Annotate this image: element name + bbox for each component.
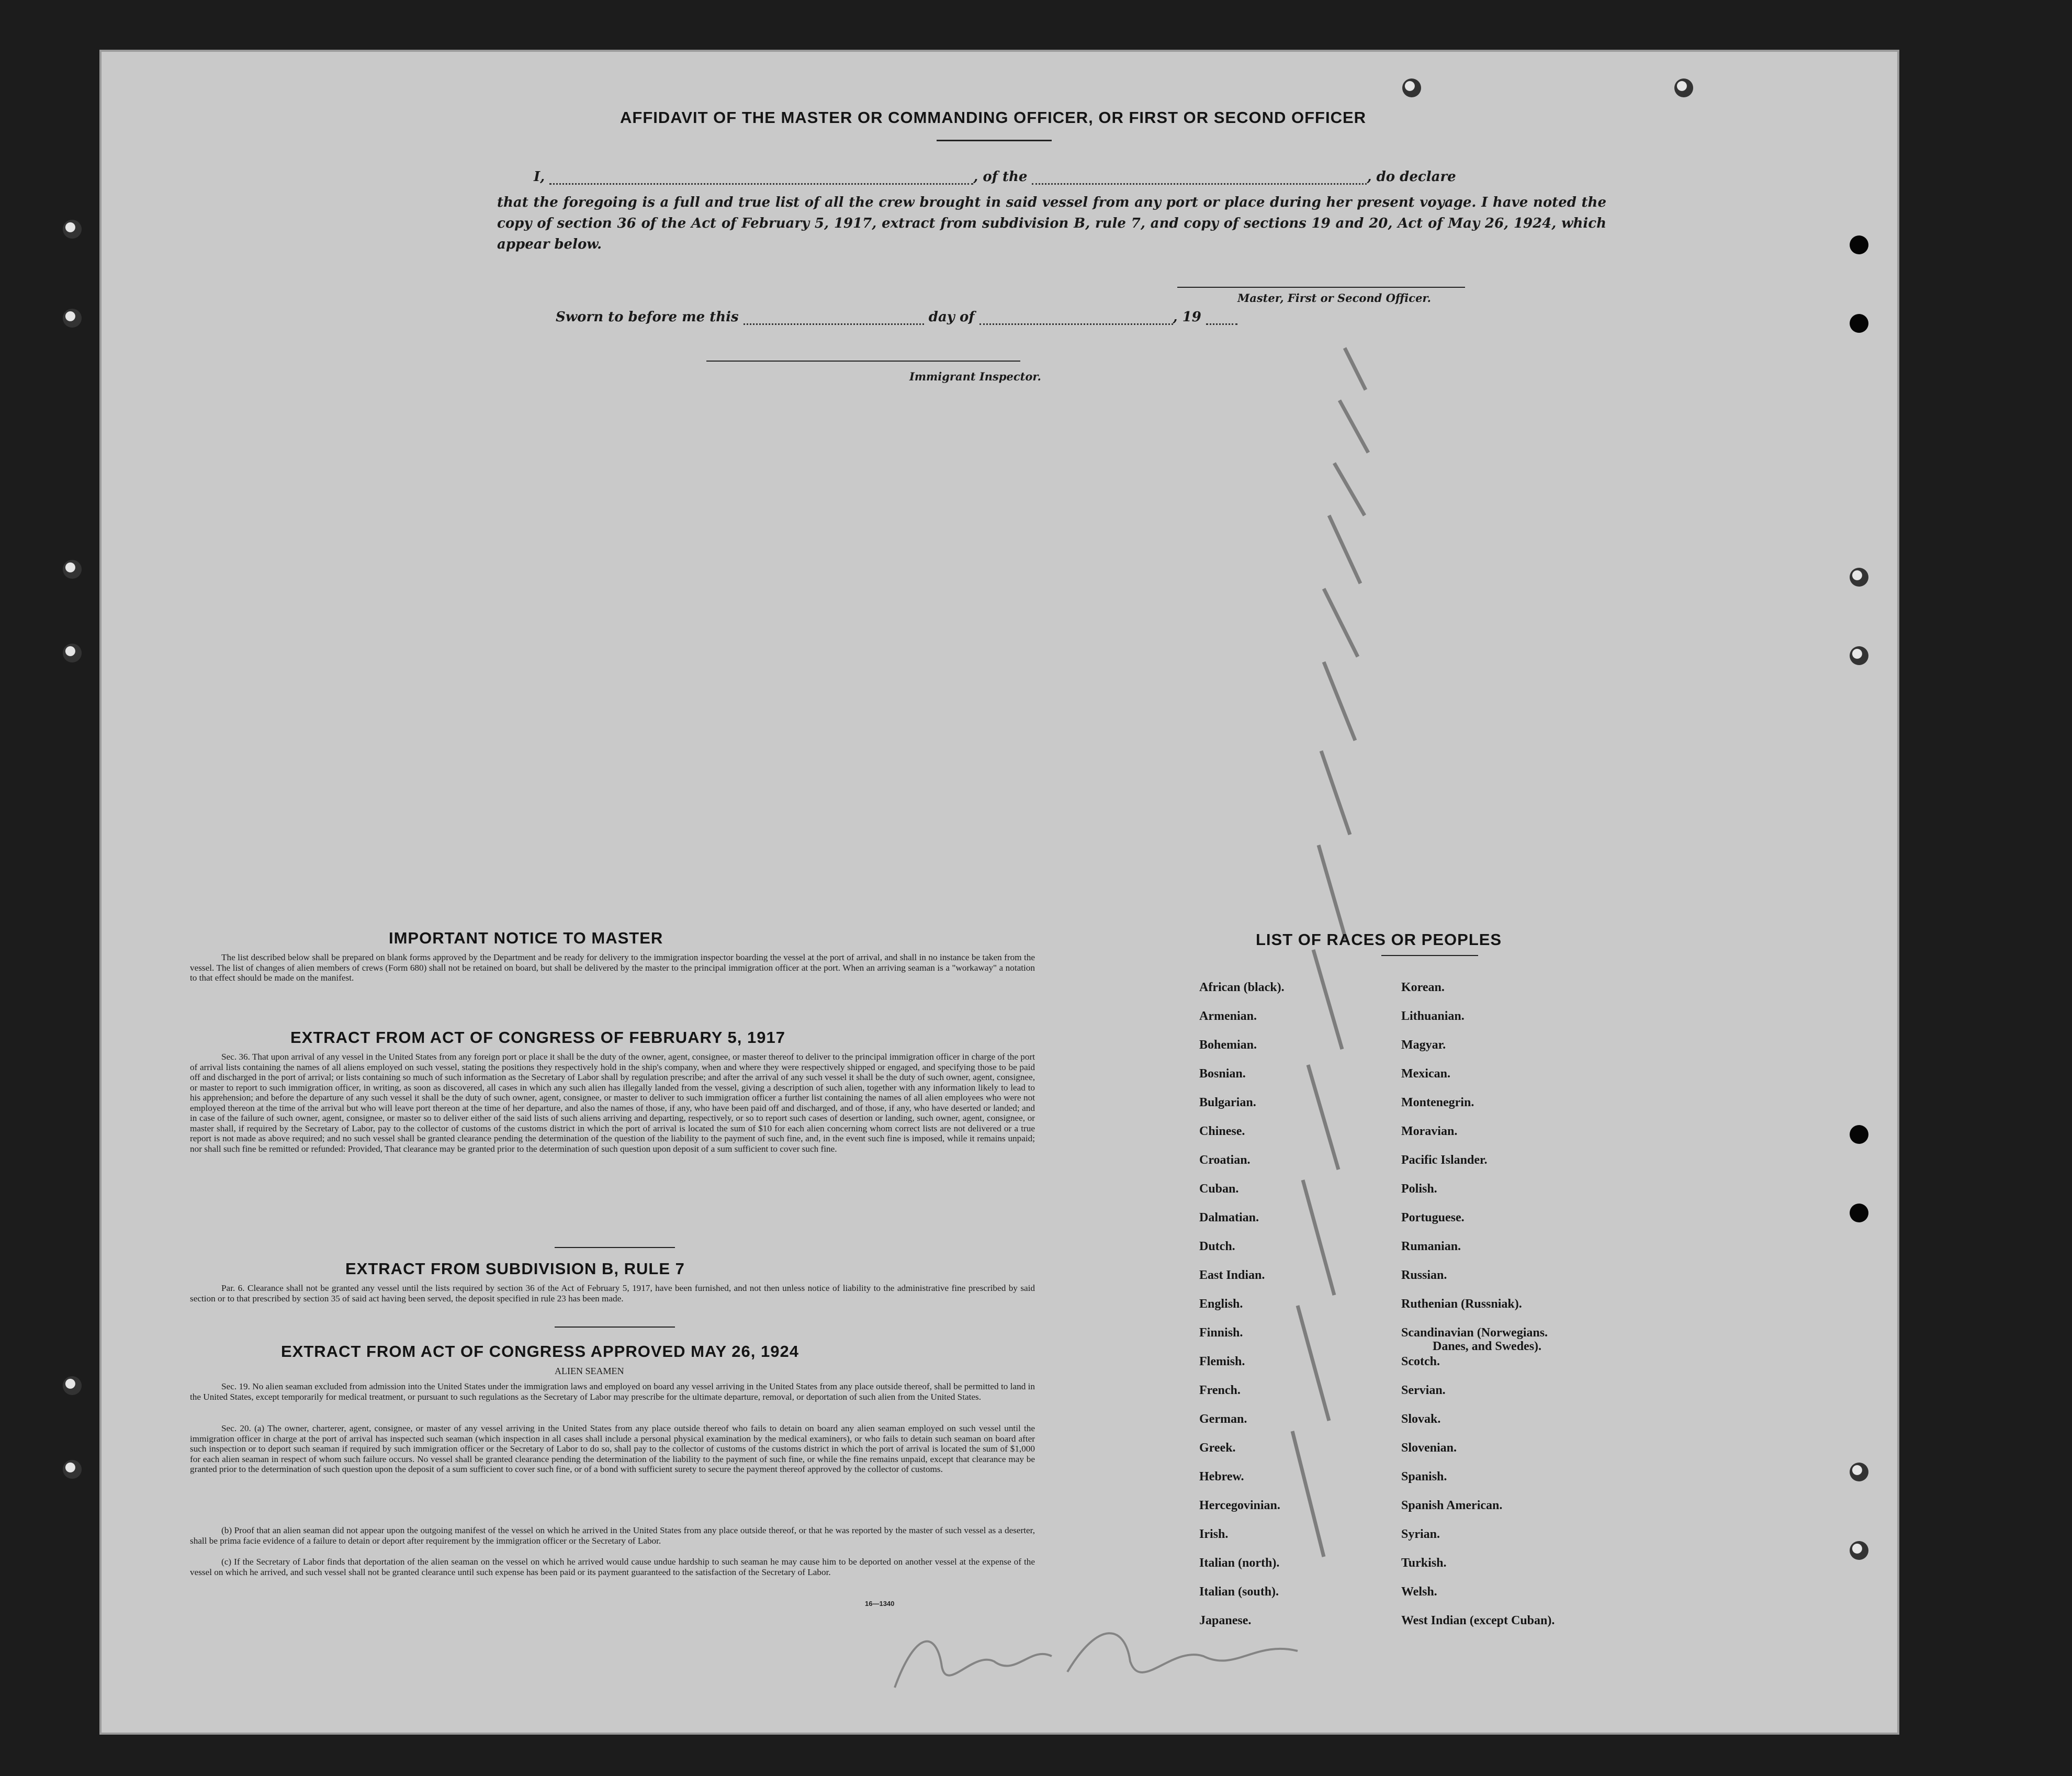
sworn-year-text: , 19 <box>1173 309 1201 325</box>
affidavit-body: that the foregoing is a full and true list of all the crew brought in said vessel from any port or place during her present voyage. I have noted the copy of section 36 of the Act of February 5, 1917, extract from subdivision B, rule 7, and copy of sections 19 and 20, Act of May 26, 1924, which appear below. <box>497 195 1606 252</box>
races-title: LIST OF RACES OR PEOPLES <box>1256 930 1502 949</box>
declarant-name-field <box>549 167 973 185</box>
race-item: German. <box>1199 1412 1247 1426</box>
sworn-line <box>556 308 1237 325</box>
race-item: Portuguese. <box>1401 1211 1465 1224</box>
race-item: Japanese. <box>1199 1614 1252 1627</box>
extract-1924-sec20b: (b) Proof that an alien seaman did not appear upon the outgoing manifest of the vessel on which he arrived in the United States from any place outside thereof, or that he was reported by the master of such vessel as a deserter, shall be prima facie evidence of a failure to detain or deport after requirement by the immigration officer or the Secretary of Labor. <box>190 1525 1035 1546</box>
binding-hole-right <box>1850 314 1868 333</box>
affidavit-declaration-line <box>534 167 1456 185</box>
race-item: Dalmatian. <box>1199 1211 1259 1224</box>
binding-hole-right <box>1850 646 1868 665</box>
bleed-strokes <box>1292 348 1368 1557</box>
binding-hole-left <box>63 220 82 239</box>
race-item: Lithuanian. <box>1401 1009 1465 1023</box>
race-item: Italian (south). <box>1199 1585 1279 1599</box>
binding-hole-left <box>63 1376 82 1395</box>
title-rule <box>937 140 1052 141</box>
race-item: Spanish. <box>1401 1470 1447 1483</box>
race-item: Slovak. <box>1401 1412 1441 1426</box>
declare-text: , do declare <box>1367 169 1456 185</box>
binding-hole-right <box>1850 1125 1868 1144</box>
extract-1924-sec19: Sec. 19. No alien seaman excluded from admission into the United States under the immigration laws and employed on board any vessel arriving in the United States from any place outside thereof, shall be permitted to land in the United States, except temporarily for medical treatment, or pursuant to such regulations as the Secretary of Labor may prescribe for the ultimate departure, removal, or deportation of such alien from the United States. <box>190 1381 1035 1402</box>
race-item: West Indian (except Cuban). <box>1401 1614 1555 1627</box>
race-item: Pacific Islander. <box>1401 1153 1488 1167</box>
vessel-name-field <box>1032 167 1367 185</box>
race-item: Scandinavian (Norwegians. <box>1401 1326 1548 1340</box>
inspector-label: Immigrant Inspector. <box>909 370 1041 383</box>
race-item: Chinese. <box>1199 1125 1245 1138</box>
race-item: Hebrew. <box>1199 1470 1244 1483</box>
race-item: Moravian. <box>1401 1125 1458 1138</box>
subdivision-divider <box>555 1327 675 1328</box>
race-item: Polish. <box>1401 1182 1437 1196</box>
races-left-column <box>1199 980 1285 1642</box>
race-item: Magyar. <box>1401 1038 1446 1052</box>
of-the-text: , of the <box>973 169 1028 185</box>
binding-hole-left <box>63 309 82 328</box>
race-item: Bohemian. <box>1199 1038 1257 1052</box>
race-item: Flemish. <box>1199 1355 1245 1368</box>
form-page <box>99 50 1899 1735</box>
race-item: Danes, and Swedes). <box>1433 1340 1542 1353</box>
affidavit-title: AFFIDAVIT OF THE MASTER OR COMMANDING OFFICER, OR FIRST OR SECOND OFFICER <box>620 108 1367 127</box>
extract-1924-sec20c: (c) If the Secretary of Labor finds that deportation of the alien seaman on the vessel on which he arrived would cause undue hardship to such seaman he may cause him to be deported on another vessel at the expense of the vessel on which he arrived, and such vessel shall not be granted clearance until such expense has been paid or its payment guaranteed to the satisfaction of the Secretary of Labor. <box>190 1557 1035 1577</box>
race-item: Slovenian. <box>1401 1441 1457 1455</box>
extract-1924-title: EXTRACT FROM ACT OF CONGRESS APPROVED MAY 26, 1924 <box>281 1342 799 1361</box>
race-item: East Indian. <box>1199 1268 1265 1282</box>
race-item: Ruthenian (Russniak). <box>1401 1297 1522 1311</box>
race-item: Bulgarian. <box>1199 1096 1256 1109</box>
binding-hole-left <box>63 560 82 579</box>
binding-hole-right <box>1850 235 1868 254</box>
race-item: Dutch. <box>1199 1240 1235 1253</box>
race-item: Mexican. <box>1401 1067 1450 1081</box>
race-item: Turkish. <box>1401 1556 1447 1570</box>
notice-text: The list described below shall be prepared on blank forms approved by the Department and be ready for delivery to the immigration inspector boarding the vessel at the port of arrival, and shall in no instance be taken from the vessel. The list of changes of alien members of crews (Form 680) shall not be retained on board, but shall be delivered by the master to the principal immigration officer at the port. When an arriving seaman is a "workaway" a notation to that effect should be made on the manifest. <box>190 952 1035 983</box>
binding-hole-left <box>63 644 82 662</box>
sworn-year-field <box>1206 308 1237 325</box>
race-item: Hercegovinian. <box>1199 1499 1280 1512</box>
subdivision-title: EXTRACT FROM SUBDIVISION B, RULE 7 <box>345 1260 685 1278</box>
binding-hole-right <box>1850 1541 1868 1560</box>
alien-seamen-subtitle: ALIEN SEAMEN <box>555 1366 624 1376</box>
master-signature-line <box>1177 287 1465 288</box>
binding-hole-left <box>63 1460 82 1479</box>
race-item: Korean. <box>1401 981 1445 994</box>
sworn-month-field <box>979 308 1173 325</box>
binding-hole-right <box>1850 568 1868 587</box>
master-signature-label: Master, First or Second Officer. <box>1237 291 1431 305</box>
race-item: French. <box>1199 1384 1241 1397</box>
binding-hole-top <box>1402 78 1421 97</box>
extract-1917-divider <box>555 1247 675 1248</box>
declarant-prefix: I, <box>534 169 545 185</box>
race-item: Spanish American. <box>1401 1499 1503 1512</box>
race-item: English. <box>1199 1297 1243 1311</box>
subdivision-text: Par. 6. Clearance shall not be granted any vessel until the lists required by section 36 of the Act of February 5, 1917, have been furnished, and not then unless notice of liability to the administrative fine prescribed by said section or to that prescribed by section 35 of said act having been served, the deposit specified in rule 23 has been made. <box>190 1283 1035 1303</box>
race-item: Italian (north). <box>1199 1556 1280 1570</box>
race-item: Greek. <box>1199 1441 1236 1455</box>
extract-1924-sec20a: Sec. 20. (a) The owner, charterer, agent, consignee, or master of any vessel arriving in the United States from any place outside thereof who fails to detain on board any alien seaman employed on such vessel until the immigration officer in charge at the port of arrival has inspected such seaman (which inspection in all cases shall include a personal physical examination by the medical examiners), or who fails to detain such seaman on board after such inspection or to deport such seaman if required by such immigration officer or the Secretary of Labor to do so, shall pay to the collector of customs of the customs district in which the port of arrival is located the sum of $1,000 for each alien seaman in respect of whom such failure occurs. No vessel shall be granted clearance pending the determination of the liability to the payment of such fine, or while the fine remains unpaid, except that clearance may be granted prior to the determination of such question upon the deposit of a sum sufficient to cover such fine, or of a bond with sufficient surety to secure the payment thereof approved by the collector of customs. <box>190 1423 1035 1474</box>
notice-title: IMPORTANT NOTICE TO MASTER <box>389 929 663 947</box>
binding-hole-top <box>1674 78 1693 97</box>
race-item: African (black). <box>1199 981 1285 994</box>
race-item: Rumanian. <box>1401 1240 1461 1253</box>
race-item: Croatian. <box>1199 1153 1251 1167</box>
sworn-date-field <box>744 308 924 325</box>
races-title-rule <box>1381 955 1478 956</box>
races-right-column <box>1401 980 1555 1642</box>
binding-hole-right <box>1850 1463 1868 1481</box>
race-item: Scotch. <box>1401 1355 1440 1368</box>
race-item: Irish. <box>1199 1527 1229 1541</box>
form-number: 16—1340 <box>865 1600 895 1608</box>
sworn-prefix: Sworn to before me this <box>556 309 739 325</box>
signature-stroke-1 <box>895 1642 1052 1688</box>
extract-1917-text: Sec. 36. That upon arrival of any vessel in the United States from any foreign port or place it shall be the duty of the owner, agent, consignee, or master thereof to deliver to the principal immigration officer in charge of the port of arrival lists containing the names of all aliens employed on such vessel, stating the positions they respectively hold in the ship's company, when and where they were respectively shipped or engaged, and specifying those to be paid off and discharged in the port of arrival; or lists containing so much of such information as the Secretary of Labor shall by regulation prescribe; and after the arrival of any such vessel it shall be the duty of such owner, agent, consignee, or master to report to such immigration officer, in writing, as soon as discovered, all cases in which any such alien has illegally landed from the vessel, giving a description of such alien, together with any information likely to lead to his apprehension; and before the departure of any such vessel it shall be the duty of such owner, agent, consignee, or master to deliver to such immigration officer a further list containing the names of all alien employees who were not employed thereon at the time of the arrival but who will leave port thereon at the time of her departure, and also the names of those, if any, who have been paid off and discharged, and of those, if any, who have deserted or landed; and in case of the failure of such owner, agent, consignee, or master so to deliver either of the said lists of such aliens arriving and departing, respectively, or so to report such cases of desertion or landing, such owner, agent, consignee, or master shall, if required by the Secretary of Labor, pay to the collector of customs of the customs district in which the port of arrival is located the sum of $10 for each alien concerning whom correct lists are not delivered or a true report is not made as above required; and no such vessel shall be granted clearance pending the determination of the question of the liability to the payment of such fine, and, in the event such fine is imposed, while it remains unpaid; nor shall such fine be remitted or refunded: Provided, That clearance may be granted prior to the determination of such question upon deposit of a sum sufficient to cover such fine. <box>190 1052 1035 1154</box>
race-item: Cuban. <box>1199 1182 1239 1196</box>
race-item: Servian. <box>1401 1384 1446 1397</box>
sworn-day-text: day of <box>928 309 975 325</box>
inspector-signature-line <box>706 361 1020 362</box>
race-item: Welsh. <box>1401 1585 1437 1599</box>
race-item: Syrian. <box>1401 1527 1440 1541</box>
extract-1917-title: EXTRACT FROM ACT OF CONGRESS OF FEBRUARY 5, 1917 <box>290 1028 785 1047</box>
race-item: Armenian. <box>1199 1009 1257 1023</box>
race-item: Montenegrin. <box>1401 1096 1474 1109</box>
binding-hole-right <box>1850 1204 1868 1222</box>
race-item: Bosnian. <box>1199 1067 1246 1081</box>
race-item: Russian. <box>1401 1268 1447 1282</box>
race-item: Finnish. <box>1199 1326 1243 1340</box>
